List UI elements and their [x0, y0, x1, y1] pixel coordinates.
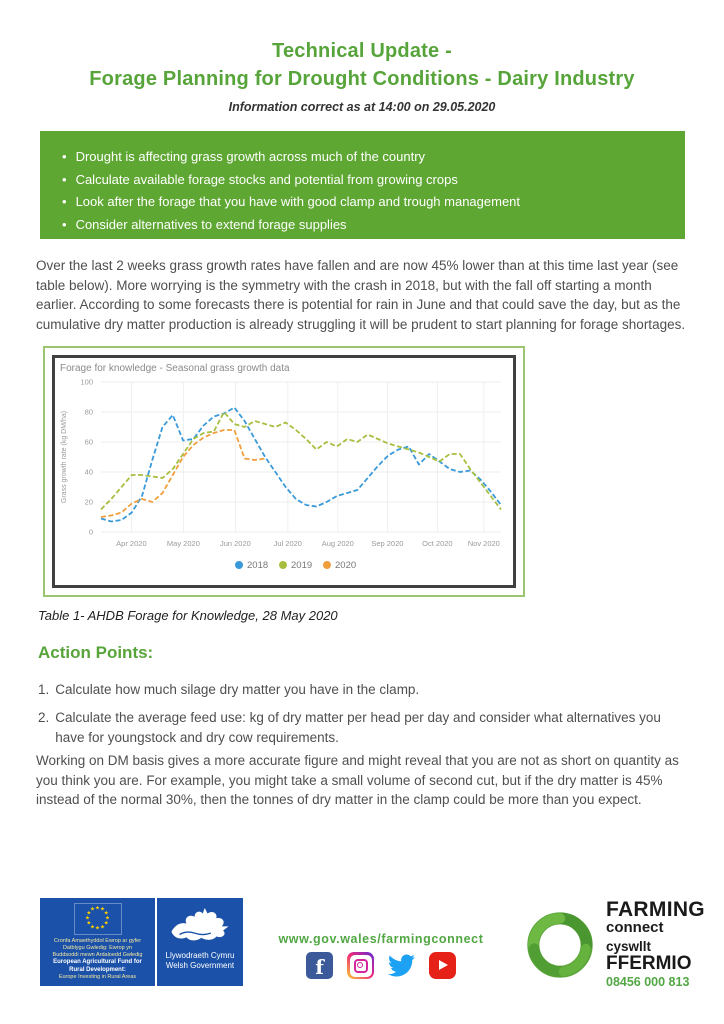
svg-text:2018: 2018	[247, 560, 269, 571]
svg-text:Nov 2020: Nov 2020	[467, 539, 500, 548]
bullet-icon: •	[62, 171, 67, 187]
action-points-heading: Action Points:	[38, 643, 154, 662]
brand-cyswllt: cyswllt	[606, 939, 652, 954]
highlight-item	[62, 191, 663, 214]
chart-caption: Table 1- AHDB Forage for Knowledge, 28 May 2020	[38, 608, 338, 623]
twitter-icon[interactable]	[388, 952, 415, 979]
svg-text:Aug 2020: Aug 2020	[321, 539, 354, 548]
svg-text:20: 20	[84, 497, 93, 507]
svg-text:Apr 2020: Apr 2020	[116, 539, 147, 548]
action-point-number: 2.	[38, 710, 50, 725]
eu-text-welsh: Buddsoddi mewn Ardaloedd Gwledig	[52, 952, 143, 958]
svg-text:2020: 2020	[335, 560, 357, 571]
svg-text:Jul 2020: Jul 2020	[273, 539, 302, 548]
highlight-item	[62, 146, 663, 169]
page-title-line2: Forage Planning for Drought Conditions - Dairy Industry	[89, 68, 635, 90]
chart-frame	[43, 346, 525, 597]
svg-text:May 2020: May 2020	[166, 539, 200, 548]
instagram-icon[interactable]	[347, 952, 374, 979]
svg-text:100: 100	[80, 377, 93, 387]
bullet-icon: •	[62, 194, 67, 209]
brand-farming: FARMING	[606, 898, 705, 921]
highlight-text: Look after the forage that you have with good clamp and trough management	[75, 194, 521, 209]
bullet-icon: •	[62, 149, 67, 164]
grass-growth-chart	[52, 355, 516, 588]
highlight-text: Consider alternatives to extend forage supplies	[75, 216, 347, 232]
welsh-gov-name-en: Welsh Government	[165, 961, 235, 970]
highlight-text: Calculate available forage stocks and potential from growing crops	[75, 171, 458, 187]
facebook-icon[interactable]: f	[306, 952, 333, 979]
dm-basis-paragraph: Working on DM basis gives a more accurate figure and might reveal that you are not as short on quantity as you think you are. For example, you might take a small volume of second cut, but if the dry matter is 45% instead of the normal 30%, then the tonnes of dry matter in the clamp could be more than you expect.	[36, 753, 679, 807]
svg-text:Sep 2020: Sep 2020	[371, 539, 404, 548]
svg-text:Forage for knowledge - Seasona: Forage for knowledge - Seasonal grass growth data	[60, 363, 290, 374]
svg-text:Jun 2020: Jun 2020	[219, 539, 251, 548]
svg-text:80: 80	[84, 407, 93, 417]
action-point-number: 1.	[38, 682, 50, 697]
bullet-icon: •	[62, 216, 67, 232]
action-point-text: Calculate the average feed use: kg of dry matter per head per day and consider what alternatives you have for youngstock and dry cow requirements.	[55, 710, 661, 745]
action-point-1	[38, 680, 688, 700]
youtube-icon[interactable]	[429, 952, 456, 979]
svg-text:2019: 2019	[291, 560, 313, 571]
page-subtitle: Information correct as at 14:00 on 29.05.2020	[228, 100, 496, 114]
brand-phone-number: 08456 000 813	[606, 975, 690, 989]
svg-text:Oct 2020: Oct 2020	[422, 539, 453, 548]
eu-flag-icon: ★ ★ ★ ★ ★ ★ ★ ★ ★ ★ ★ ★	[74, 903, 122, 935]
svg-text:40: 40	[84, 467, 93, 477]
svg-text:0: 0	[88, 527, 93, 537]
intro-paragraph: Over the last 2 weeks grass growth rates have fallen and are now 45% lower than at this time last year (see table below). More worrying is the symmetry with the crash in 2018, but with the fall off starting a month earlier. According to some forecasts there is potential for rain in June and that could save the day, but as the cumulative dry matter production is already struggling it will be prudent to start planning for forage shortages.	[36, 258, 686, 332]
eu-text-english: Rural Development:	[69, 966, 126, 973]
highlight-list	[62, 146, 663, 236]
farming-connect-wordmark	[606, 900, 721, 989]
eu-text-welsh: Datblygu Gwledig: Ewrop yn	[62, 945, 133, 951]
farming-connect-url[interactable]: www.gov.wales/farmingconnect	[278, 932, 484, 946]
welsh-gov-name-cy: Llywodraeth Cymru	[165, 951, 235, 960]
svg-text:Grass growth rate (kg DM/ha): Grass growth rate (kg DM/ha)	[61, 410, 68, 504]
highlight-item	[62, 214, 663, 237]
instagram-camera-lens	[357, 962, 364, 969]
highlight-item	[62, 169, 663, 192]
chart-canvas	[55, 358, 511, 582]
svg-text:60: 60	[84, 437, 93, 447]
brand-ffermio: FFERMIO	[606, 953, 692, 974]
page-title-line1: Technical Update -	[272, 40, 452, 62]
brand-connect: connect	[606, 919, 664, 936]
eu-text-english: European Agricultural Fund for	[53, 959, 142, 965]
action-point-2	[38, 708, 683, 747]
eu-text-english: Europe Investing in Rural Areas	[58, 974, 137, 980]
farming-connect-swirl-icon	[517, 901, 603, 989]
highlight-box	[40, 131, 685, 239]
eu-text-welsh: Cronfa Amaethyddol Ewrop ar gyfer	[53, 938, 142, 944]
action-point-text: Calculate how much silage dry matter you have in the clamp.	[55, 682, 420, 697]
highlight-text: Drought is affecting grass growth across much of the country	[75, 149, 426, 164]
